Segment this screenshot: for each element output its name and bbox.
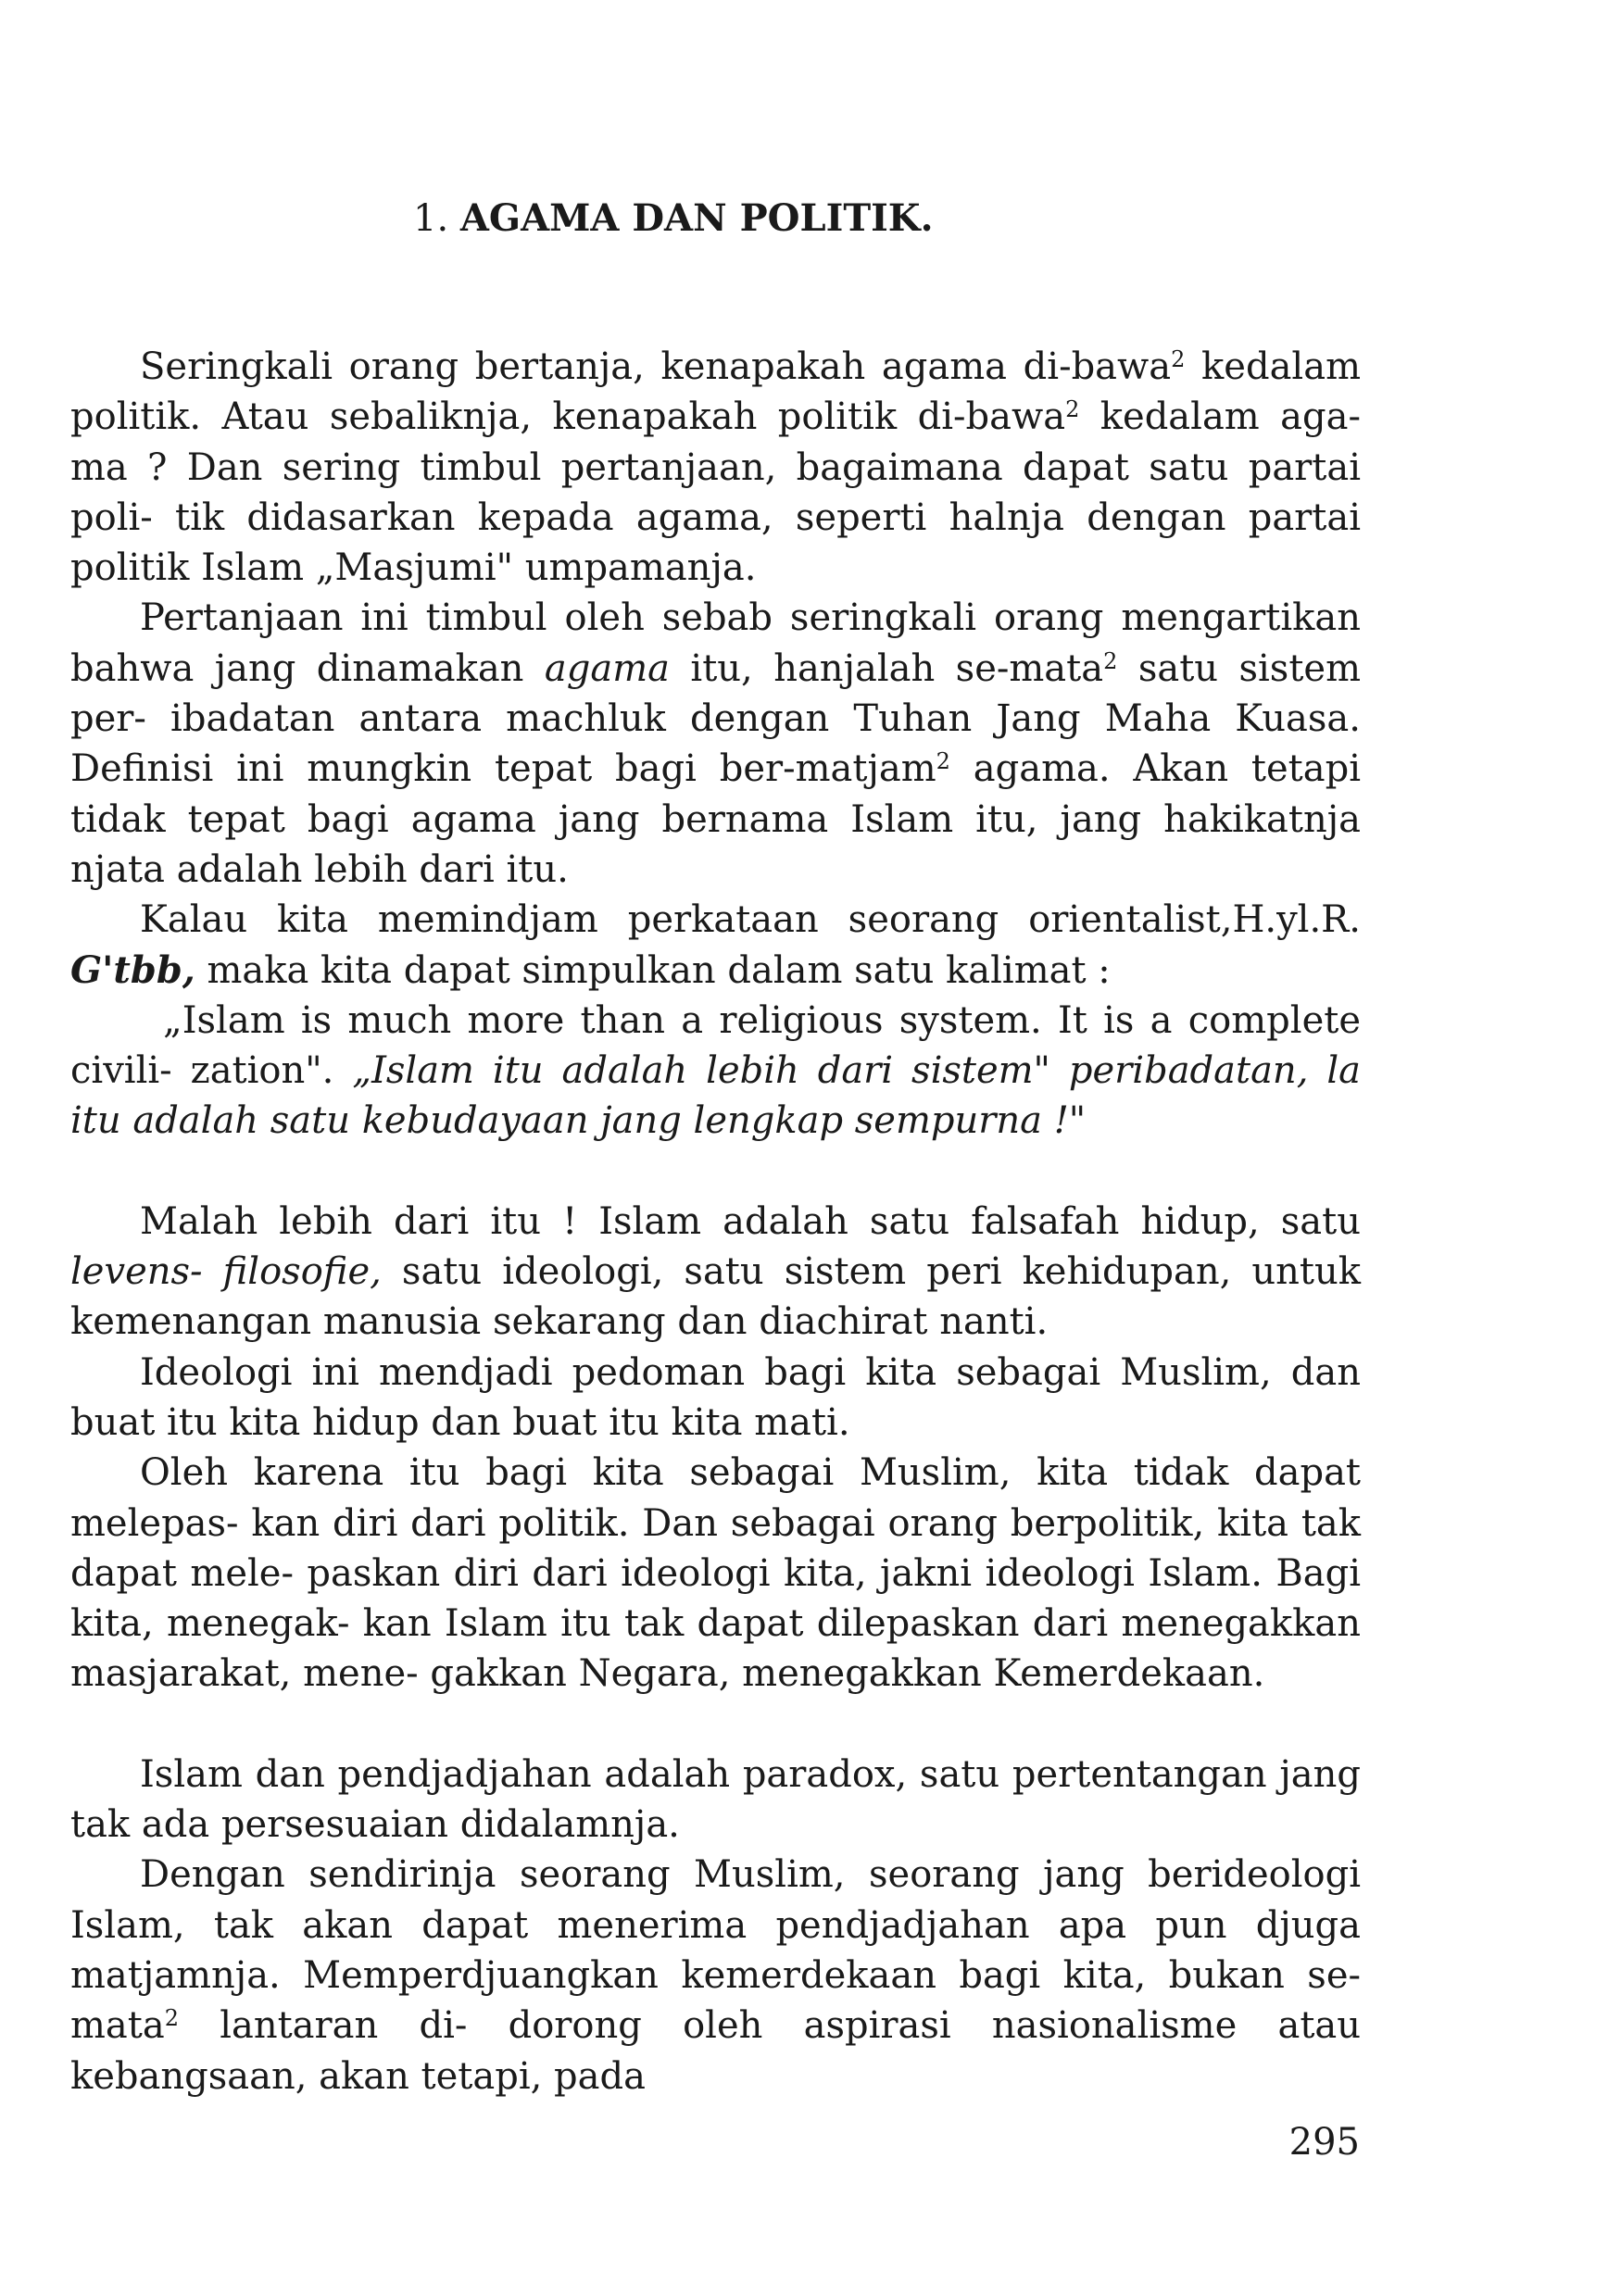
page-number: 295 — [1288, 2121, 1360, 2164]
paragraph-7: Islam dan pendjadjahan adalah paradox, satu pertentangan jang tak ada persesuaian didalamnja. — [70, 1752, 1361, 1847]
paragraph-4: Malah lebih dari itu ! Islam adalah satu falsafah hidup, satu levens- filosofie, satu ideologi, satu sistem peri kehidupan, untuk kemenangan manusia sekarang dan diachirat nanti. — [70, 1199, 1361, 1344]
paragraph-1: Seringkali orang bertanja, kenapakah agama di-bawa$^2$ kedalam politik. Atau sebaliknja, kenapakah politik di-bawa$^2$ kedalam aga- ma ? Dan sering timbul pertanjaan, bagaimana dapat satu partai poli- tik didasarkan kepada agama, seperti halnja dengan partai politik Islam „Masjumi" umpamanja. — [70, 345, 1361, 590]
chapter-heading — [413, 196, 934, 240]
paragraph-2: Pertanjaan ini timbul oleh sebab seringkali orang mengartikan bahwa jang dinamakan agama itu, hanjalah se-mata$^2$ satu sistem per- ibadatan antara machluk dengan Tuhan Jang Maha Kuasa. Definisi ini mungkin tepat bagi ber-matjam$^2$ agama. Akan tetapi tidak tepat bagi agama jang bernama Islam itu, jang hakikatnja njata adalah lebih dari itu. — [70, 596, 1362, 891]
paragraph-8: Dengan sendirinja seorang Muslim, seorang jang berideologi Islam, tak akan dapat menerima pendjadjahan apa pun djuga matjamnja. Memperdjuangkan kemerdekaan bagi kita, bukan se-mata$^2$ lantaran di- dorong oleh aspirasi nasionalisme atau kebangsaan, akan tetapi, pada — [70, 1853, 1361, 2098]
quotation: „Islam is much more than a religious system. It is a complete civili- zation". „Islam itu adalah lebih dari sistem" peribadatan, la itu adalah satu kebudayaan jang lengkap sempurna !" — [70, 998, 1361, 1143]
heading-number: 1. — [413, 197, 449, 240]
paragraph-5: Ideologi ini mendjadi pedoman bagi kita sebagai Muslim, dan buat itu kita hidup dan buat itu kita mati. — [70, 1350, 1361, 1444]
paragraph-6: Oleh karena itu bagi kita sebagai Muslim, kita tidak dapat melepas- kan diri dari politik. Dan sebagai orang berpolitik, kita tak dapat mele- paskan diri dari ideologi kita, jakni ideologi Islam. Bagi kita, menegak- kan Islam itu tak dapat dilepaskan dari menegakkan masjarakat, mene- gakkan Negara, menegakkan Kemerdekaan. — [70, 1451, 1361, 1696]
body-text — [70, 342, 1361, 2102]
paragraph-3: Kalau kita memindjam perkataan seorang orientalist,H.yl.R. G'tbb, maka kita dapat simpulkan dalam satu kalimat : — [70, 898, 1361, 992]
heading-title: AGAMA DAN POLITIK. — [459, 196, 934, 240]
